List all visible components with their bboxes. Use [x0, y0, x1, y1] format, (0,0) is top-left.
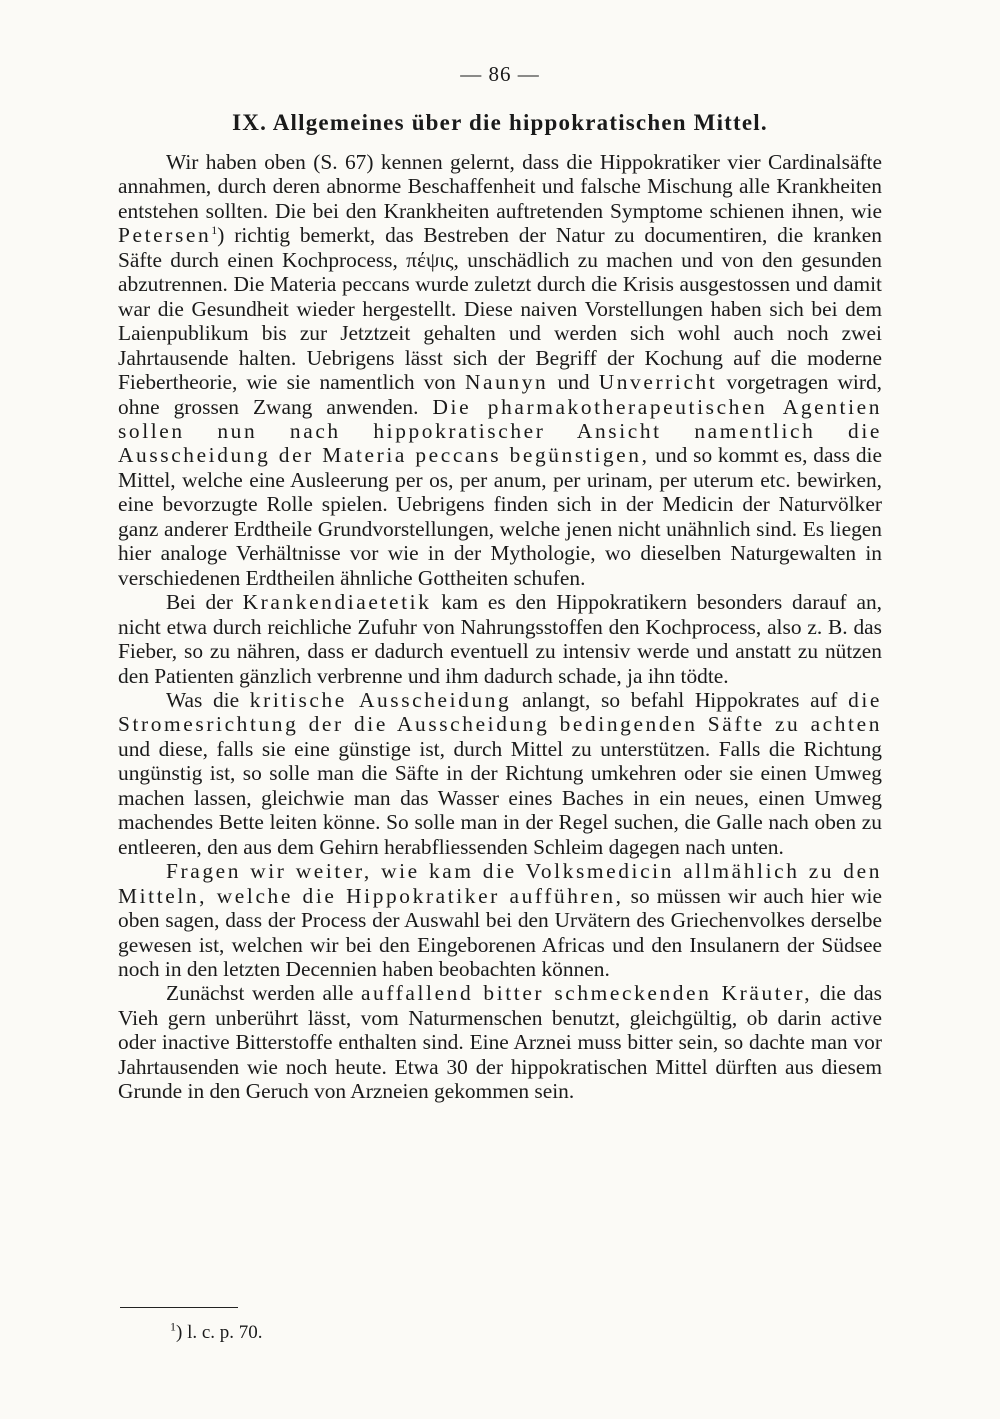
text-run: anlangt, so befahl Hippokrates auf	[511, 687, 849, 712]
author-name: Unverricht	[598, 370, 718, 395]
text-run: und so kommt es, dass die Mittel, welche eine Ausleerung per os, per anum, per urinam, per uterum etc. bewirken, eine bevorzugte Rolle spielen. Uebrigens finden sich in der Medicin der Naturvölker ganz anderer Erdtheile Grundvorstellungen, welche jenen nicht unähnlich sind. Es liegen hier analoge Verhältnisse vor wie in der Mythologie, wo dieselben Naturgewalten in verschiedenen Erdtheilen ähnliche Gottheiten schufen.	[118, 443, 882, 590]
text-run: kam es den Hippokratikern besonders darauf an, nicht etwa durch reichliche Zufuhr von Nahrungsstoffen den Kochprocess, also z. B. das Fieber, so zu nähren, dass er dadurch eventuell zu intensiv werde und anstatt zu nützen den Patienten gänzlich verbrenne und ihm dadurch schade, ja ihn tödte.	[118, 590, 882, 688]
paragraph	[118, 150, 882, 590]
text-run: Wir haben oben (S. 67) kennen gelernt, dass die Hippokratiker vier Cardinalsäfte annahmen, durch deren abnorme Beschaffenheit und falsche Mischung alle Krankheiten entstehen sollten. Die bei den Krankheiten auftretenden Symptome schienen ihnen, wie	[118, 150, 882, 223]
footnote-text: ) l. c. p. 70.	[176, 1322, 263, 1343]
emphasis: auffallend bitter schmeckenden Kräuter,	[360, 981, 813, 1006]
text-run: Was die	[166, 687, 250, 712]
author-name: Naunyn	[464, 370, 549, 395]
emphasis: Die pharmakotherapeutischen Agentien sollen nun nach hippokratischer Ansicht namentlich die Ausscheidung der Materia peccans begünstigen,	[118, 394, 882, 468]
text-run: die das Vieh gern unberührt lässt, vom Naturmenschen benutzt, gleichgültig, ob darin active oder inactive Bitterstoffe enthalten sind. Eine Arznei muss bitter sein, so dachte man vor Jahrtausenden wie noch heute. Etwa 30 der hippokratischen Mittel dürften aus diesem Grunde in den Geruch von Arzneien gekommen sein.	[118, 981, 882, 1104]
paragraph	[118, 859, 882, 981]
footnote-divider	[120, 1307, 238, 1308]
emphasis: die Stromesrichtung der die Ausscheidung bedingenden Säfte zu achten	[118, 687, 882, 737]
text-run: so müssen wir auch hier wie oben sagen, dass der Process der Auswahl bei den Urvätern des Griechenvolkes derselbe gewesen ist, welchen wir bei den Eingeborenen Africas und den Insulanern der Südsee noch in den letzten Decennien haben beobachten können.	[118, 883, 882, 981]
text-run: Zunächst werden alle	[166, 981, 361, 1006]
text-run: und diese, falls sie eine günstige ist, durch Mittel zu unterstützen. Falls die Richtung ungünstig ist, so solle man die Säfte in der Richtung umkehren oder sie einen Umweg machen lassen, gleichwie man das Wasser eines Baches in ein neues, einen Umweg machendes Bette leiten könne. So solle man in der Regel suchen, die Galle nach oben zu entleeren, den aus dem Gehirn herabfliessenden Schleim dagegen nach unten.	[118, 736, 882, 859]
footnote-ref: 1	[211, 223, 218, 238]
text-run: und	[548, 370, 599, 395]
body-text	[118, 150, 882, 1104]
page-number: — 86 —	[460, 62, 540, 86]
emphasis: kritische Ausscheidung	[249, 687, 512, 712]
chapter-title: IX. Allgemeines über die hippokratischen Mittel.	[232, 110, 768, 135]
text-run: ) richtig bemerkt, das Bestreben der Natur zu documentiren, die kranken Säfte durch einen Kochprocess, πέψις, unschädlich zu machen und von den gesunden abzutrennen. Die Materia peccans wurde zuletzt durch die Krisis ausgestossen und damit war die Gesundheit wieder hergestellt. Diese naiven Vorstellungen haben sich bei dem Laienpublikum bis zur Jetztzeit gehalten und werden sich wohl auch noch zwei Jahrtausende halten. Uebrigens lässt sich der Begriff der Kochung auf die moderne Fiebertheorie, wie sie namentlich von	[118, 223, 882, 395]
text-run: Bei der	[166, 590, 243, 615]
paragraph	[118, 688, 882, 859]
paragraph	[118, 981, 882, 1103]
author-name: Petersen	[118, 223, 212, 248]
paragraph	[118, 590, 882, 688]
footnote	[170, 1319, 263, 1344]
emphasis: Krankendiaetetik	[242, 590, 432, 615]
footnote-marker: 1	[170, 1319, 176, 1334]
emphasis: Fragen wir weiter, wie kam die Volksmedicin allmählich zu den Mitteln, welche die Hippokratiker aufführen,	[118, 859, 882, 908]
text-run: vorgetragen wird, ohne grossen Zwang anwenden.	[118, 370, 883, 419]
